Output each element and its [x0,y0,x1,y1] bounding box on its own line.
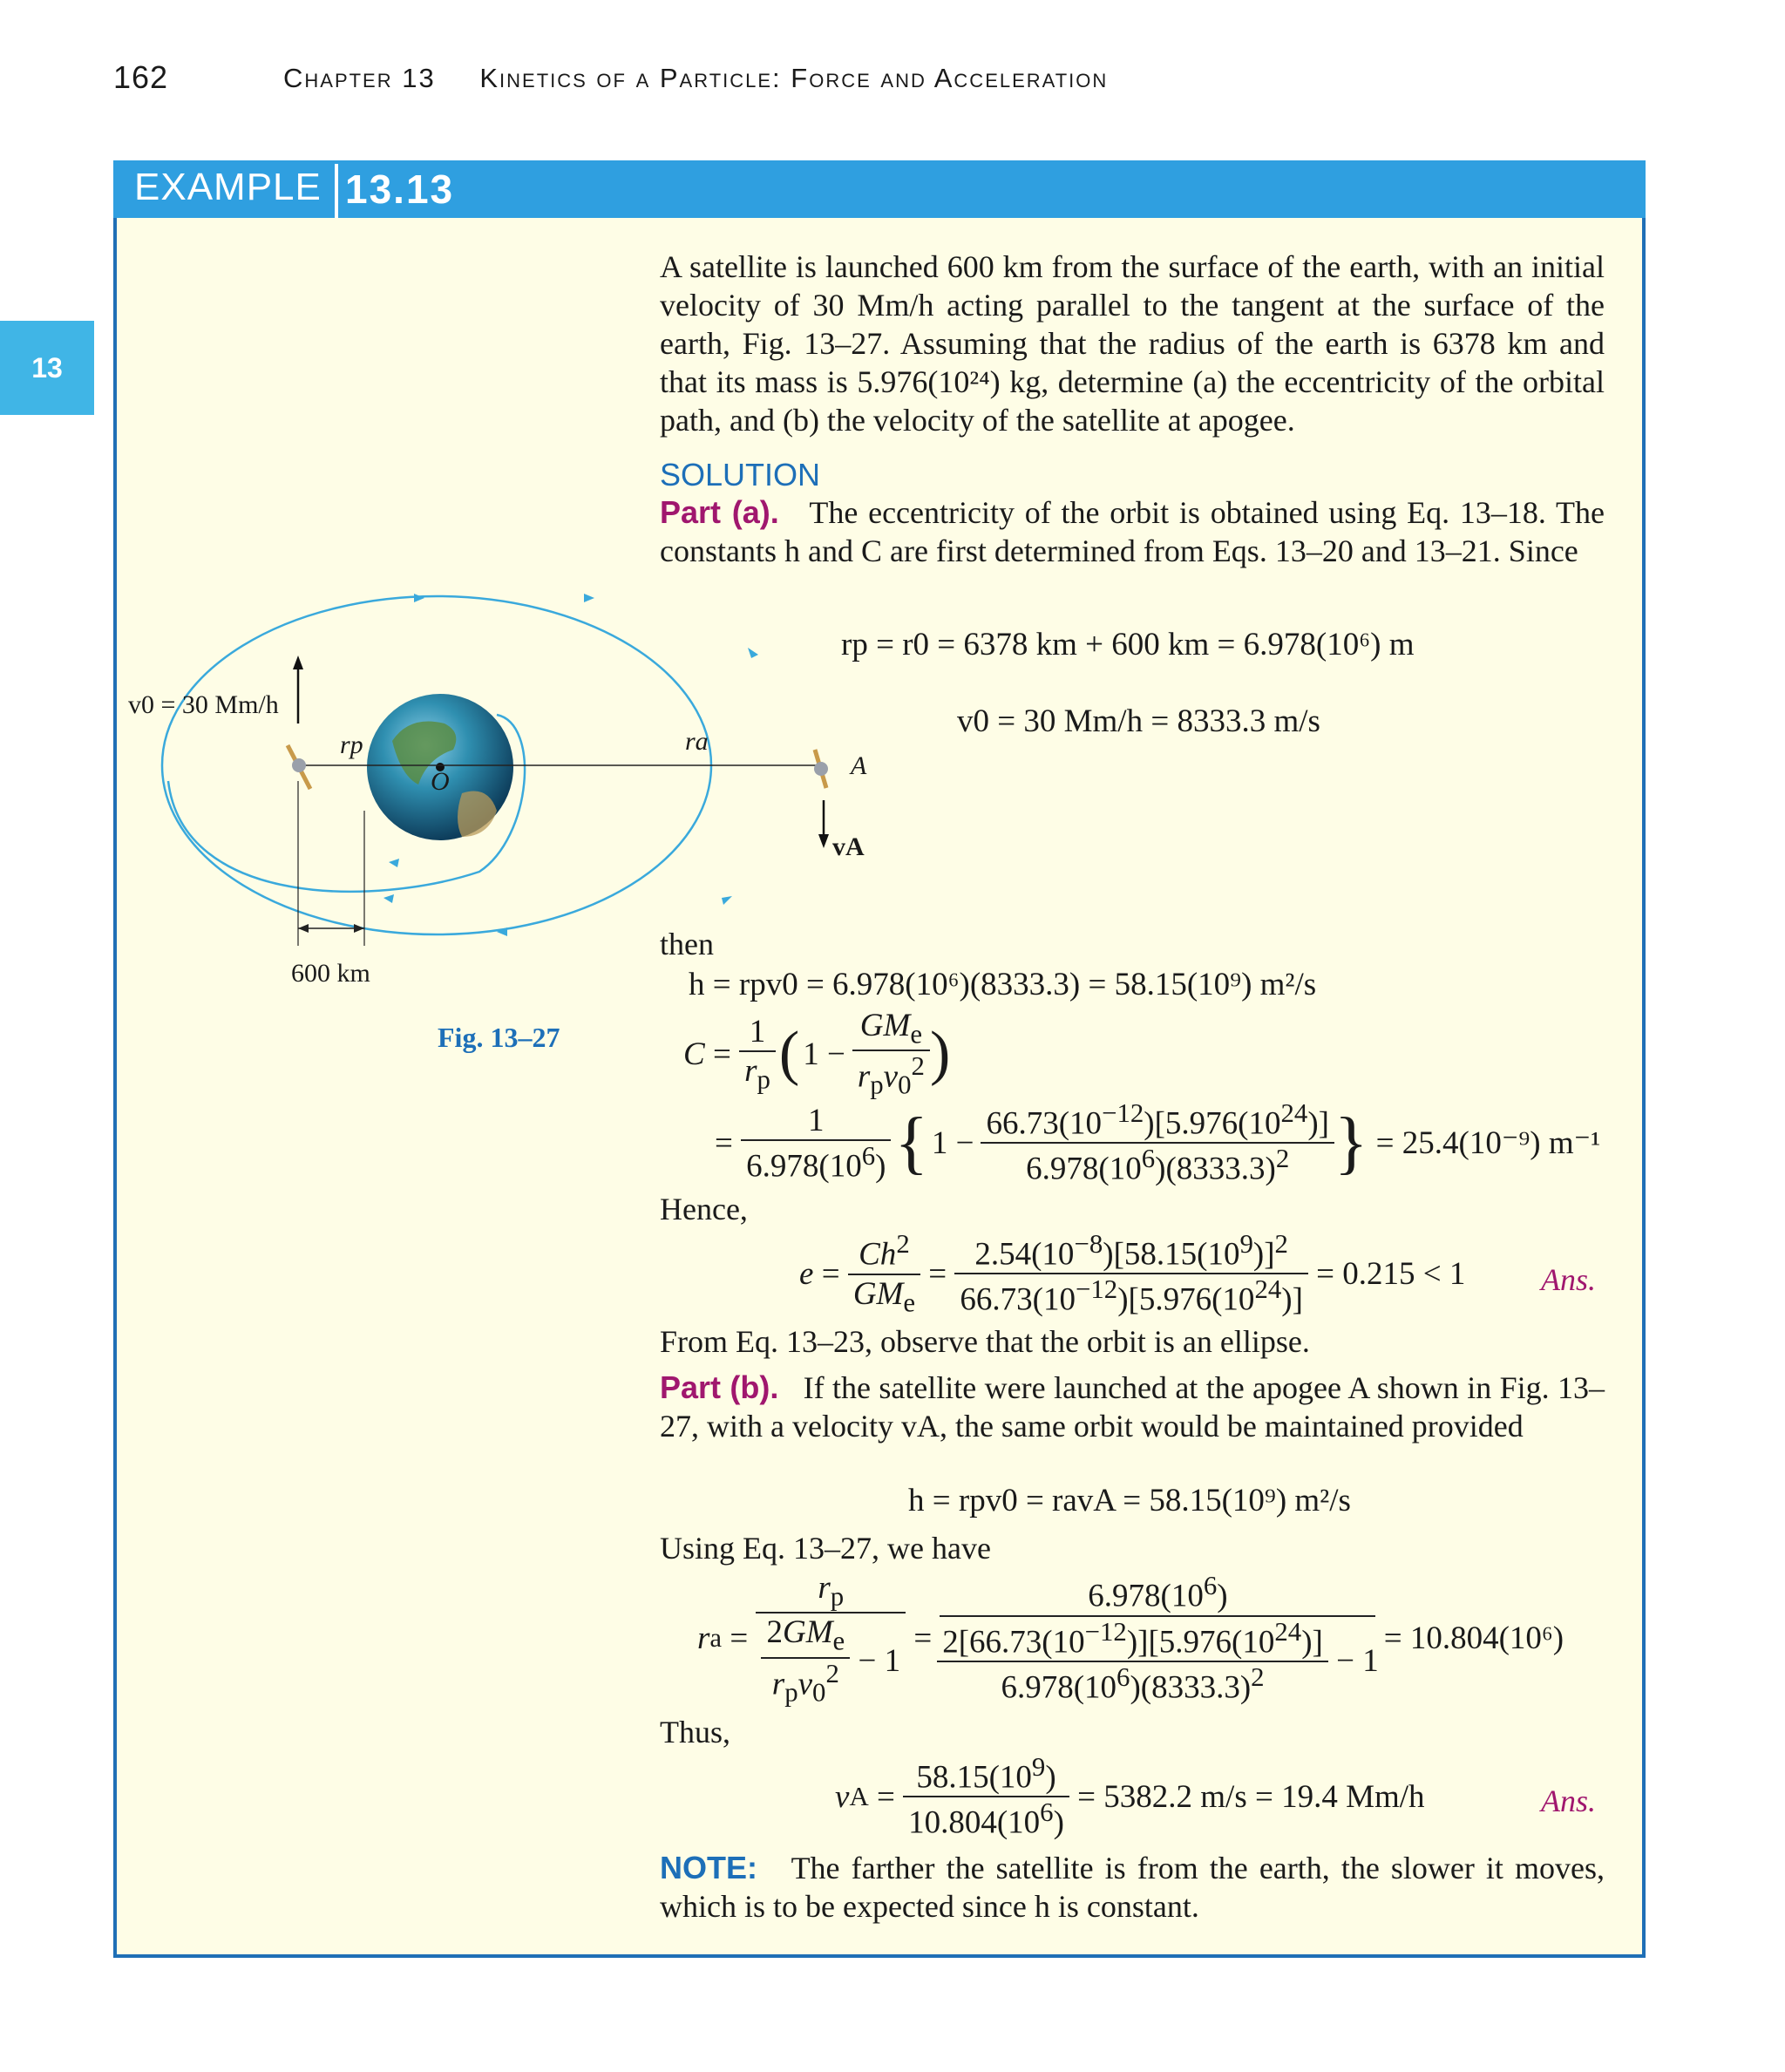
satellite-apogee-icon [814,750,828,788]
chapter-number: Chapter 13 [283,63,436,93]
page-number: 162 [113,59,169,95]
orbit-arrow [748,648,758,658]
note-text: The farther the satellite is from the earth, the slower it moves, which is to be expected since h is constant. [660,1851,1605,1924]
orbit-figure [113,575,863,994]
va-label: vA [832,832,865,861]
v0-label: v0 = 30 Mm/h [128,690,279,719]
example-header-divider [335,164,338,218]
satellite-perigee-icon [288,745,310,789]
va-arrowhead [818,834,829,848]
chapter-heading [283,63,1108,94]
chapter-title: Kinetics of a Particle: Force and Acceleration [479,63,1109,93]
part-a-label: Part (a). [660,494,779,530]
equation-va: v A = $\frac{58.15(10^9)}{10.804(10^6)}$ = 5382.2 m/s = 19.4 Mm/h [835,1752,1425,1841]
thus-text: Thus, [660,1715,730,1749]
equation-h-apogee: h = rpv0 = ravA = 58.15(10⁹) m²/s [908,1483,1351,1518]
part-b-label: Part (b). [660,1369,779,1405]
ra-label: ra [685,727,709,756]
hence-text: Hence, [660,1192,748,1226]
ra-result: = 10.804(10⁶) [1383,1620,1564,1657]
problem-statement: A satellite is launched 600 km from the surface of the earth, with an initial velocity of 30 Mm/h acting parallel to the tangent at the surface of the earth, Fig. 13–27. Assuming that the radius of the earth is 6378 km and that its mass is 5.976(10²⁴) kg, determine (a) the eccentricity of the orbital path, and (b) the velocity of the satellite at apogee. [660,249,1605,438]
equation-v0: v0 = 30 Mm/h = 8333.3 m/s [957,703,1320,739]
part-b-text: If the satellite were launched at the apogee A shown in Fig. 13–27, with a velocity vA, the same orbit would be maintained provided [660,1370,1605,1444]
equation-c-value: = $\frac{1}{6.978(10^6)}$ { 1 − $\frac{66.73(10^{-12})[5.976(10^{24})]}{6.978(10^6)(8333.3)^2}$ } = 25.4(10⁻⁹) m⁻¹ [715,1098,1601,1187]
va-result: = 5382.2 m/s = 19.4 Mm/h [1077,1778,1425,1815]
using-eq-text: Using Eq. 13–27, we have [660,1531,991,1566]
orbit-arrow [584,594,594,602]
o-label: O [431,767,450,796]
dim-arrowhead [298,924,309,933]
equation-ra: r a = $r_p$ $\frac{2GM_e}{r_pv_0^2}$ − 1 = $6.978(10^6)$ $\frac{2[66.73(10^{-12})][5.976(10^{24})]}{6.978(10^6)(8333.3)^2}$ − 1 = 10.804(10⁶) [697,1570,1564,1708]
a-label: A [851,751,867,780]
part-a-text: The eccentricity of the orbit is obtained using Eq. 13–18. The constants h and C are first determined from Eqs. 13–20 and 13–21. Since [660,495,1605,568]
distance-label: 600 km [291,959,370,988]
e-result: = 0.215 < 1 [1316,1255,1466,1292]
orbit-arrow [722,896,732,905]
ellipse-statement: From Eq. 13–23, observe that the orbit is an ellipse. [660,1324,1310,1359]
chapter-side-tab[interactable]: 13 [0,321,94,415]
example-label: EXAMPLE [134,166,322,208]
solution-heading: SOLUTION [660,457,821,493]
note-paragraph [660,1849,1605,1926]
answer-marker-a: Ans. [1541,1262,1596,1297]
note-label: NOTE: [660,1850,757,1885]
orbit-arrow [389,859,399,867]
then-text: then [660,927,714,961]
part-b-paragraph [660,1369,1605,1445]
equation-h: h = rpv0 = 6.978(10⁶)(8333.3) = 58.15(10⁹) m²/s [689,967,1317,1002]
v0-arrowhead [293,656,303,669]
orbit-arrow [414,594,424,602]
rp-label: rp [340,730,363,759]
equation-eccentricity: e = $\frac{Ch^2}{GM_e}$ = $\frac{2.54(10^{-8})[58.15(10^9)]^2}{66.73(10^{-12})[5.976(10^{24})]}$ = 0.215 < 1 [799,1229,1466,1318]
equation-c-definition: C = $\frac{1}{r_p}$ ( 1 − $\frac{GM_e}{r_pv_0^2}$ ) [683,1008,951,1101]
part-a-paragraph [660,493,1605,570]
orbit-arrow [383,894,394,903]
equation-rp: rp = r0 = 6378 km + 600 km = 6.978(10⁶) m [841,627,1415,662]
dim-arrowhead [354,924,364,933]
c-result: = 25.4(10⁻⁹) m⁻¹ [1375,1125,1601,1162]
example-number: 13.13 [345,166,455,212]
answer-marker-b: Ans. [1541,1783,1596,1818]
example-header-bar [113,160,1646,218]
figure-caption: Fig. 13–27 [438,1022,560,1053]
